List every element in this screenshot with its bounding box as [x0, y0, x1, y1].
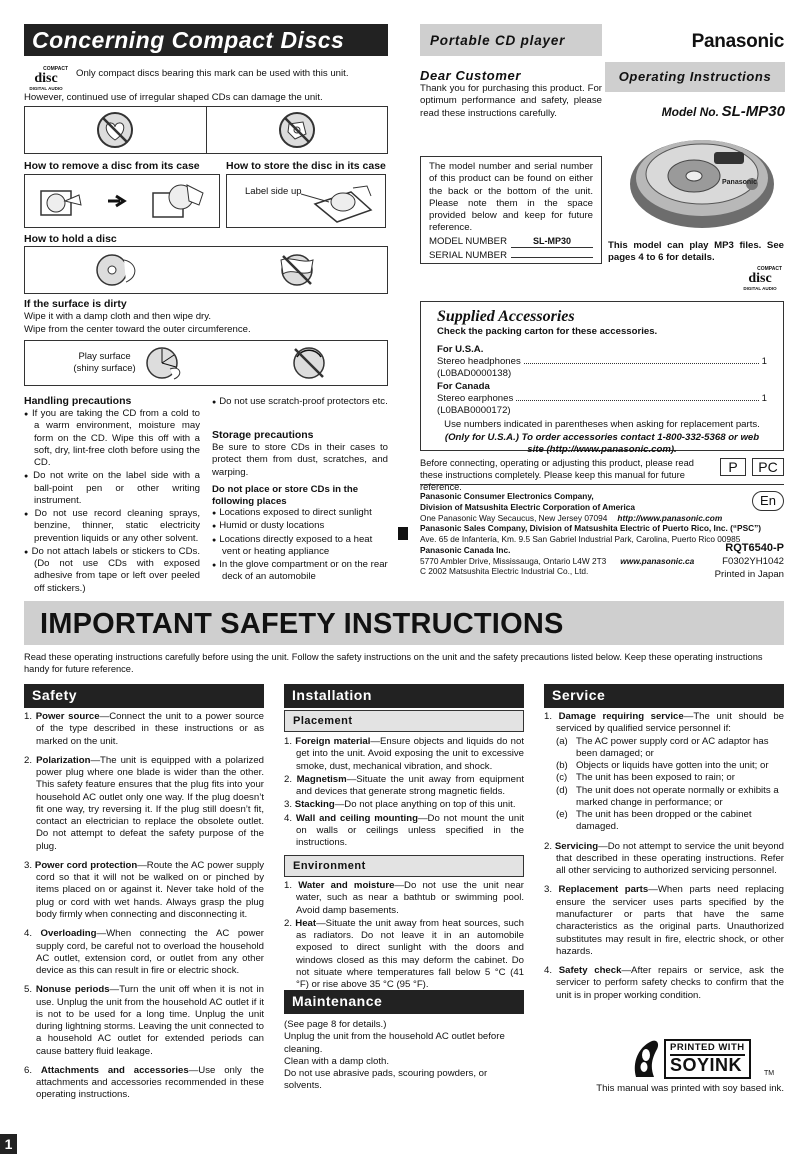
storage-title: Storage precautions: [212, 429, 314, 441]
disc-logo-bottom: DIGITAL AUDIO: [743, 286, 777, 292]
heart-cd-prohibited-icon: [93, 110, 137, 150]
placement-list: [284, 736, 524, 850]
list-item: The unit has been exposed to rain; or: [576, 772, 735, 784]
list-item: 2. Heat—Situate the unit away from heat sources, such as radiators. Do not leave it in an automobile exposed to direct sunlight with the doors and windows closed as this may deform the cabinet. Do not situate where temperatures fall below 5 °C (41 °F) or rise above 35 °C (95 °F).: [284, 917, 524, 991]
dirty-surface-title: If the surface is dirty: [24, 298, 127, 310]
canada-qty: 1: [761, 392, 767, 404]
lift-disc-icon: [149, 179, 209, 223]
cd-player-image: [622, 124, 782, 234]
disc-logo-mark: disc: [748, 271, 772, 287]
installation-title: Installation: [284, 684, 524, 708]
usa-item: Stereo headphones: [437, 356, 521, 368]
model-no: [605, 102, 785, 121]
accessories-check: Check the packing carton for these accessories.: [437, 325, 658, 337]
shiny-surface-label: (shiny surface): [73, 363, 136, 374]
wipe-wrong-icon: [283, 343, 339, 383]
irregular-cd-prohibited-icon: [275, 110, 319, 150]
open-case-icon: [35, 181, 85, 221]
f-code: F0302YH1042: [722, 555, 784, 567]
dear-customer-text: Thank you for purchasing this product. For optimum performance and safety, please read these instructions carefully.: [420, 83, 602, 119]
list-item: 1. Power source—Connect the unit to a power source of the type described in these instructions or as marked on the unit.: [24, 711, 264, 747]
url-3: www.panasonic.ca: [620, 555, 695, 566]
list-item: ● Do not use scratch-proof protectors etc.: [212, 396, 388, 408]
arrow-right-icon: [106, 194, 128, 208]
usa-label: For U.S.A.: [437, 343, 484, 355]
before-connecting-text: Before connecting, operating or adjusting this product, please read these instructions completely. Please keep this manual for future reference.: [420, 458, 694, 492]
serial-box: [420, 156, 602, 264]
accessories-box: [420, 301, 784, 455]
soy-ink-logo: [630, 1036, 760, 1082]
serial-number-line: [511, 248, 593, 258]
operating-instructions-banner: Operating Instructions: [605, 62, 785, 92]
safety-list: [24, 711, 264, 1109]
company-1: Panasonic Consumer Electronics Company,: [420, 491, 594, 501]
list-item: The unit has been dropped or the cabinet damaged.: [576, 809, 752, 833]
list-item: The unit does not operate normally or exhibits a marked change in performance; or: [576, 784, 779, 808]
usa-code: (L0BAD0000138): [437, 368, 512, 380]
list-item: 3. Replacement parts—When parts need replacing ensure the servicer uses parts specified by the manufacturer or parts that have the same characteristics as the original parts. Unauthorized substitutes may result in fire, electric shock, or other hazards.: [544, 884, 784, 957]
list-item: 1. Damage requiring service—The unit should be serviced by qualified service personnel if:: [544, 711, 784, 735]
compact-disc-logo-right: [738, 266, 782, 292]
store-disc-title: How to store the disc in its case: [226, 160, 386, 172]
wipe-disc-illustration: [24, 340, 388, 386]
only-mark-text: Only compact discs bearing this mark can be used with this unit.: [76, 68, 349, 79]
canada-item: Stereo earphones: [437, 392, 514, 404]
canada-item-row: [437, 393, 767, 405]
damage-sublist: (a) The AC power supply cord or AC adaptor has been damaged; or (b) Objects or liquids have gotten into the unit; or (c) The unit has been exposed to rain; or (d) The unit does not operate normally or exhibits a marked change in performance; or (e) The unit has been dropped or the cabinet damaged.: [556, 736, 784, 834]
doc-codes: [660, 541, 784, 582]
company-3: Panasonic Canada Inc.: [420, 544, 511, 555]
list-item: 1. Foreign material—Ensure objects and liquids do not get into the unit. Avoid exposing the unit to excessive smoke, dust, mechanical vibration, and shock.: [284, 736, 524, 772]
play-surface-label: Play surface: [78, 350, 131, 362]
soy-note: This manual was printed with soy based ink.: [596, 1083, 784, 1094]
mp3-note: This model can play MP3 files. See pages 4 to 6 for details.: [608, 240, 784, 264]
safety-intro: Read these operating instructions carefully before using the unit. Follow the safety instructions on the unit and the safety precautions listed below. Keep these operating instructions handy for future reference.: [24, 652, 763, 674]
list-item: 3. Power cord protection—Route the AC power supply cord so that it will not be walked on or pinched by items placed on or against it. Never take hold of the plug or cord with wet hands. Always grasp the plug body firmly when connecting and disconnecting it.: [24, 859, 264, 920]
list-item: Objects or liquids have gotten into the unit; or: [576, 760, 769, 772]
serial-box-text: The model number and serial number of this product can be found on either the back or the bottom of the unit. Please note them in the space provided below and keep for future reference.: [429, 161, 593, 234]
safety-banner: IMPORTANT SAFETY INSTRUCTIONS: [24, 601, 784, 645]
label-side-up-callout: Label side up: [245, 186, 302, 197]
maintenance-line: (See page 8 for details.): [284, 1019, 387, 1030]
soybean-icon: [630, 1037, 662, 1081]
list-item: ● If you are taking the CD from a cold to a warm environment, moisture may form on the CD. Wipe this off with a soft, dry, lint-free cloth before using the CD.: [24, 408, 200, 469]
compact-disc-logo: [24, 66, 68, 90]
maintenance-text: [284, 1019, 524, 1093]
list-item: ● Do not use record cleaning sprays, benzine, thinner, static electricity prevention liquids or any other solvent.: [24, 508, 200, 545]
list-item: The AC power supply cord or AC adaptor has been damaged; or: [576, 735, 769, 759]
storage-text: Be sure to store CDs in their cases to protect them from dust, scratches, and warping.: [212, 442, 388, 478]
accessories-note: Use numbers indicated in parentheses when asking for replacement parts.: [444, 419, 760, 431]
list-item: 5. Nonuse periods—Turn the unit off when it is not in use. Unplug the unit from the household AC outlet if it is not to be used for a long time. Unplug the unit during lightning storms. Leaving the unit connected to a household AC outlet for extended periods can cause battery fluid leakage.: [24, 984, 264, 1057]
address-3: 5770 Ambler Drive, Mississauga, Ontario L4W 2T3: [420, 555, 607, 566]
service-title: Service: [544, 684, 784, 708]
maintenance-line: Unplug the unit from the household AC outlet before cleaning.: [284, 1031, 505, 1055]
list-item: ● Locations directly exposed to a heat vent or heating appliance: [212, 534, 388, 559]
printed-with: PRINTED WITH: [670, 1042, 745, 1056]
accessories-order: (Only for U.S.A.) To order accessories contact 1-800-332-5368 or web site (http://www.panasonic.com).: [444, 431, 760, 455]
soy-tm: TM: [764, 1070, 775, 1077]
printed-in: Printed in Japan: [714, 568, 784, 580]
page-number: 1: [0, 1134, 17, 1154]
list-item: ● Humid or dusty locations: [212, 520, 388, 532]
model-value: SL-MP30: [721, 103, 785, 120]
hold-disc-correct-icon: [86, 250, 146, 290]
environment-list: [284, 880, 524, 992]
en-badge: En: [752, 491, 784, 511]
maintenance-line: Do not use abrasive pads, scouring powders, or solvents.: [284, 1068, 488, 1092]
list-item: ● Locations exposed to direct sunlight: [212, 507, 388, 519]
placement-title: Placement: [284, 710, 524, 732]
accessories-title: Supplied Accessories: [437, 308, 575, 325]
serial-number-label: SERIAL NUMBER: [429, 250, 508, 262]
copyright: C 2002 Matsushita Electric Industrial Co., Ltd.: [420, 566, 589, 577]
list-item: 2. Servicing—Do not attempt to service the unit beyond that described in these operating instructions. Refer all other servicing to authorized servicing personnel.: [544, 840, 784, 877]
rqt-code: RQT6540-P: [725, 542, 784, 554]
model-number-value: SL-MP30: [511, 236, 593, 249]
list-item: 6. Attachments and accessories—Use only the attachments and accessories recommended in these operating instructions.: [24, 1064, 265, 1101]
canada-label: For Canada: [437, 380, 490, 392]
callout-line: [301, 192, 331, 204]
irregular-cd-illustration: [24, 106, 388, 154]
concerning-cd-banner: Concerning Compact Discs: [24, 24, 388, 56]
hold-disc-illustration: [24, 246, 388, 294]
list-item: 1. Water and moisture—Do not use the unit near water, such as near a bathtub or swimming pool. Avoid damp basements.: [284, 880, 525, 916]
list-item: ● In the glove compartment or on the rear deck of an automobile: [212, 559, 388, 584]
list-item: ● Do not attach labels or stickers to CDs. (Do not use CDs with exposed adhesive from tape or left over peeled off stickers.): [24, 546, 200, 595]
pc-code-badge: PC: [752, 458, 784, 476]
dirty-surface-text-1: Wipe it with a damp cloth and then wipe dry.: [24, 311, 211, 322]
list-item: 3. Stacking—Do not place anything on top of this unit.: [284, 799, 516, 811]
disc-logo-bottom: DIGITAL AUDIO: [29, 86, 63, 92]
p-code-badge: P: [720, 458, 746, 476]
panasonic-logo: Panasonic: [691, 31, 784, 52]
black-marker: [398, 527, 408, 540]
list-item: ● Do not write on the label side with a ball-point pen or other writing instrument.: [24, 470, 200, 507]
svg-text:Panasonic: Panasonic: [722, 179, 758, 186]
disc-logo-top: COMPACT: [43, 66, 68, 72]
usa-qty: 1: [761, 356, 767, 368]
environment-title: Environment: [284, 855, 524, 877]
dear-customer-title: Dear Customer: [420, 68, 521, 83]
list-item: 4. Overloading—When connecting the AC power supply cord, be careful not to overload the household AC outlet, extension cord, or outlet from any other device as this can result in fire or electric shock.: [24, 928, 264, 977]
maintenance-line: Clean with a damp cloth.: [284, 1055, 390, 1067]
product-banner: Portable CD player: [420, 24, 602, 56]
handling-title: Handling precautions: [24, 395, 132, 407]
model-label: Model No.: [661, 105, 719, 119]
service-list: [544, 711, 784, 1009]
list-item: 2. Polarization—The unit is equipped with a polarized power plug where one blade is wider than the other. This safety feature ensures that the plug fits into your household AC outlet only one way. If the plug doesn’t fit one way, try reversing it. If the plug still doesn’t fit, contact an electrician to replace the obsolete outlet. Do not attempt to defeat the safety purpose of the plug.: [24, 754, 264, 852]
hold-disc-wrong-icon: [267, 250, 327, 290]
hold-disc-title: How to hold a disc: [24, 233, 117, 245]
store-disc-illustration: [226, 174, 386, 228]
list-item: 2. Magnetism—Situate the unit away from equipment and devices that generate strong magnetic fields.: [284, 773, 525, 798]
list-item: 4. Safety check—After repairs or service, ask the servicer to perform safety checks to confirm that the unit is in proper working condition.: [544, 965, 785, 1001]
remove-disc-illustration: [24, 174, 220, 228]
list-item: 4. Wall and ceiling mounting—Do not mount the unit on walls or ceilings unless specified in the instructions.: [284, 812, 525, 849]
irregular-text: However, continued use of irregular shaped CDs can damage the unit.: [24, 92, 323, 103]
dirty-surface-text-2: Wipe from the center toward the outer circumference.: [24, 324, 251, 335]
model-number-label: MODEL NUMBER: [429, 235, 508, 247]
canada-code: (L0BAB0000172): [437, 405, 511, 417]
usa-item-row: [437, 356, 767, 368]
divider-line: [420, 484, 784, 485]
maintenance-title: Maintenance: [284, 990, 524, 1014]
disc-logo-mark: disc: [34, 71, 58, 87]
wipe-correct-icon: [140, 343, 186, 383]
address-2: Ave. 65 de Infantería, Km. 9.5 San Gabriel Industrial Park, Carolina, Puerto Rico 00985: [420, 534, 741, 545]
donot-list: [212, 507, 388, 585]
handling-list: [24, 408, 200, 596]
company-1b: Division of Matsushita Electric Corporation of America: [420, 501, 635, 512]
url-1: http://www.panasonic.com: [617, 512, 723, 523]
address-1: One Panasonic Way Secaucus, New Jersey 07094: [420, 512, 608, 523]
handling-list-cont: [212, 396, 388, 409]
company-2: Panasonic Sales Company, Division of Matsushita Electric of Puerto Rico, Inc. (“PSC”): [420, 523, 762, 534]
disc-logo-top: COMPACT: [757, 266, 782, 272]
remove-disc-title: How to remove a disc from its case: [24, 160, 200, 172]
donot-title: Do not place or store CDs in the following places: [212, 484, 359, 508]
soyink-word: SOYINK: [670, 1055, 743, 1076]
safety-title: Safety: [24, 684, 264, 708]
